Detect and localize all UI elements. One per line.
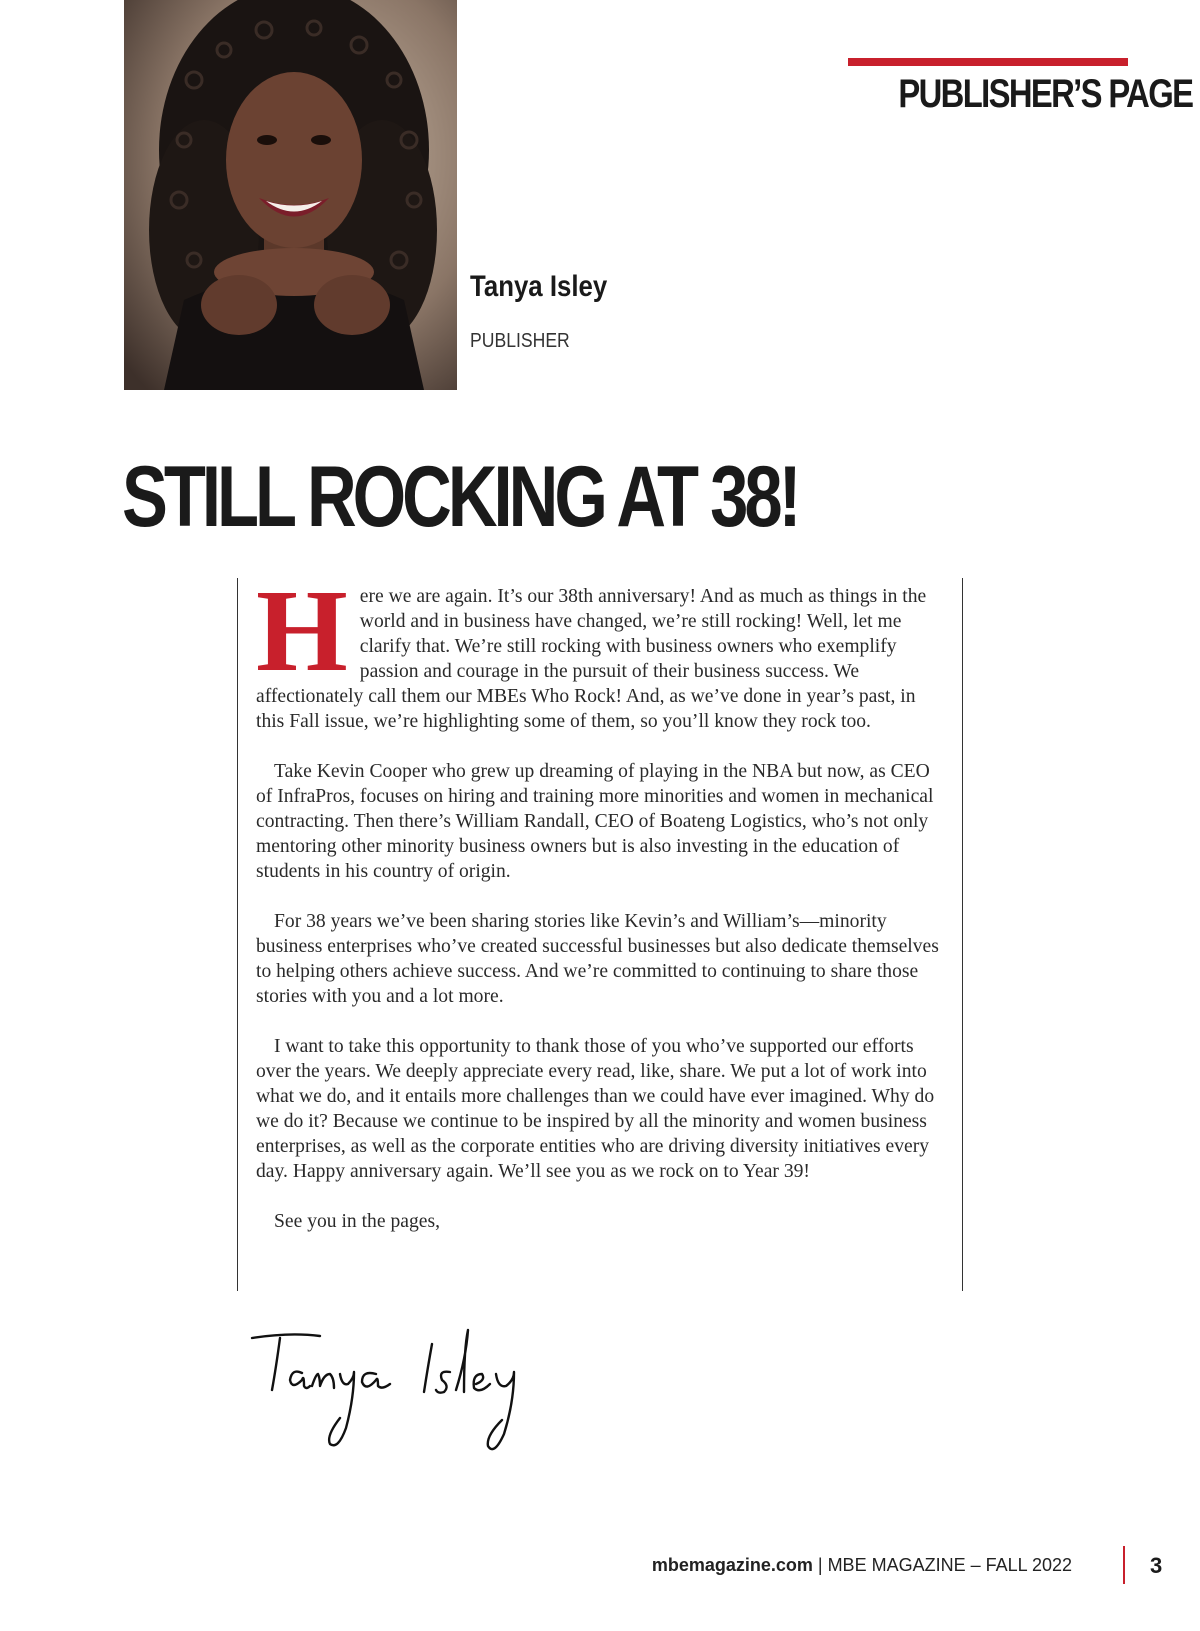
- signature: [250, 1318, 570, 1468]
- author-name: Tanya Isley: [470, 270, 608, 303]
- article-body: [237, 565, 963, 1291]
- author-title: PUBLISHER: [470, 330, 570, 352]
- drop-cap: H: [256, 565, 348, 696]
- paragraph-1: [256, 565, 946, 734]
- publisher-photo: [124, 0, 457, 390]
- page-number: 3: [1150, 1553, 1163, 1578]
- footer-separator: |: [812, 1555, 828, 1575]
- section-header-bar: [848, 58, 1128, 66]
- section-label: PUBLISHER’S PAGE: [898, 72, 1193, 116]
- paragraph-3: For 38 years we’ve been sharing stories like Kevin’s and William’s—minority business enterprises who’ve created successful businesses but also dedicate themselves to helping others achieve success. And we’re committed to continuing to share those stories with you and a lot more.: [256, 911, 939, 1007]
- article-headline: STILL ROCKING AT 38!: [122, 449, 798, 545]
- paragraph-1-text: ere we are again. It’s our 38th anniversary! And as much as things in the world and in business have changed, we’re still rocking! Well, let me clarify that. We’re still rocking with business owners who exemplify passion and courage in the pursuit of their business success. We affectionately call them our MBEs Who Rock! And, as we’ve done in year’s past, in this Fall issue, we’re highlighting some of them, so you’ll know they rock too.: [256, 586, 927, 732]
- footer-issue: MBE MAGAZINE – FALL 2022: [827, 1555, 1072, 1575]
- paragraph-5: See you in the pages,: [274, 1211, 440, 1232]
- paragraph-2: Take Kevin Cooper who grew up dreaming of playing in the NBA but now, as CEO of InfraPros, focuses on hiring and training more minorities and women in mechanical contracting. Then there’s William Randall, CEO of Boateng Logistics, who’s not only mentoring other minority business owners but is also investing in the education of students in his country of origin.: [256, 761, 934, 882]
- section-header: [848, 58, 1193, 118]
- footer: [652, 1555, 1072, 1576]
- paragraph-4: I want to take this opportunity to thank those of you who’ve supported our efforts over the years. We deeply appreciate every read, like, share. We put a lot of work into what we do, and it entails more challenges than we could have ever imagined. Why do we do it? Because we continue to be inspired by all the minority and women business enterprises, as well as the corporate entities who are driving diversity initiatives every day. Happy anniversary again. We’ll see you as we rock on to Year 39!: [256, 1036, 935, 1182]
- footer-site-link[interactable]: mbemagazine.com: [651, 1555, 813, 1575]
- footer-divider: [1123, 1546, 1125, 1584]
